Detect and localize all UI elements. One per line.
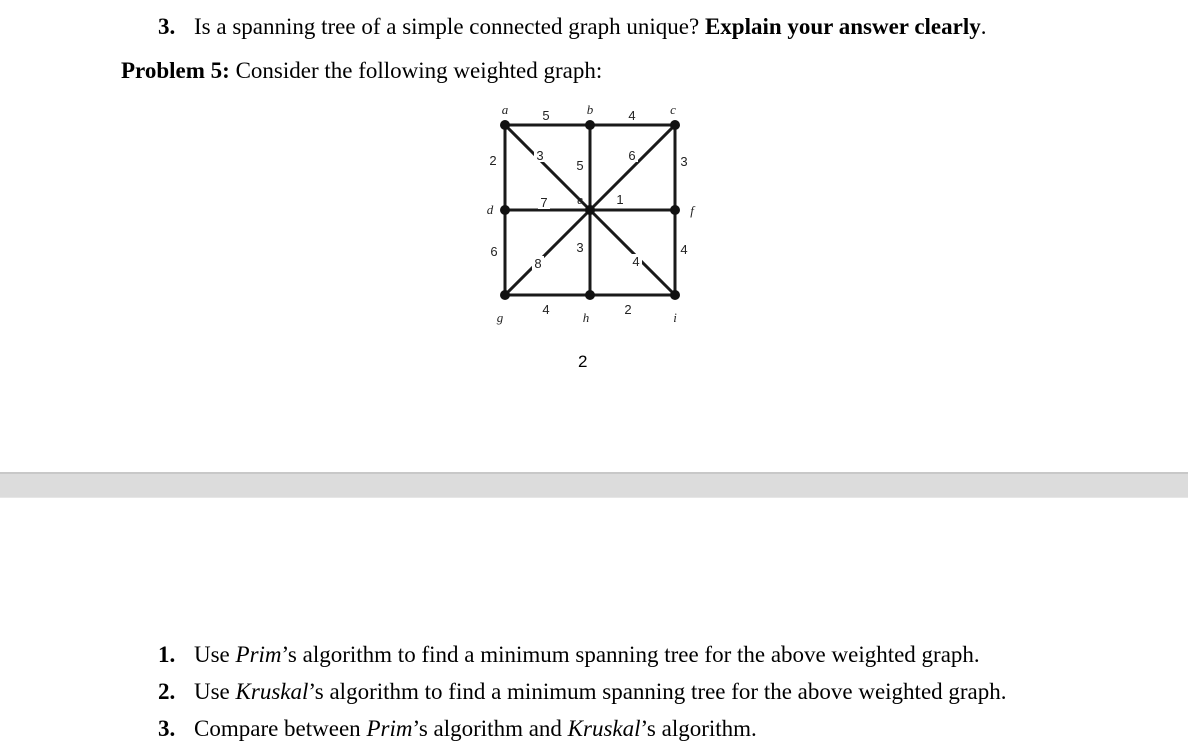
question-text: Use [194,642,236,667]
problem-heading [121,59,602,82]
edge-weight-a-b: 5 [542,108,550,123]
algorithm-name: Kruskal [235,679,309,704]
question-number: 2. [158,679,176,704]
problem-text: Consider the following weighted graph: [235,58,603,83]
edge-weight-e-h: 3 [576,240,584,255]
question-emphasis: Explain your answer clearly [704,14,981,39]
vertex-label-f: f [690,203,694,218]
question-1 [158,643,980,666]
edge-weight-d-e: 7 [540,195,548,210]
vertex-label-a: a [501,102,509,117]
question-number: 1. [158,642,176,667]
problem-label: Problem 5: [121,58,230,83]
question-text: ’s algorithm to find a minimum spanning tree for the above weighted graph. [308,679,1007,704]
algorithm-name: Kruskal [567,716,641,741]
vertex-e [585,205,595,215]
page-number: 2 [578,352,588,371]
vertex-c [670,120,680,130]
question-text: Compare between [194,716,367,741]
question-number: 3. [158,14,176,39]
vertex-label-b: b [586,102,594,117]
question-text: ’s algorithm and [412,716,568,741]
vertex-label-h: h [582,310,590,325]
vertex-f [670,205,680,215]
edge-weight-a-d: 2 [489,153,497,168]
question-3 [158,717,757,740]
edge-weight-g-h: 4 [542,302,550,317]
edge-weight-a-e: 3 [536,148,544,163]
edge-c-e [590,125,675,210]
edge-weight-e-i: 4 [632,254,640,269]
edge-weight-e-g: 8 [534,256,542,271]
question-number: 3. [158,716,176,741]
edge-weight-e-f: 1 [616,192,624,207]
vertex-d [500,205,510,215]
edge-weight-b-c: 4 [628,108,636,123]
vertex-label-g: g [496,310,504,325]
weighted-graph [470,100,720,335]
vertex-label-e: e [577,192,583,207]
edge-weight-d-g: 6 [490,244,498,259]
vertex-a [500,120,510,130]
question-text: Use [194,679,236,704]
edge-weight-b-e: 5 [576,158,584,173]
question-end: . [980,14,987,39]
vertex-g [500,290,510,300]
question-2 [158,680,1007,703]
edge-weight-f-i: 4 [680,242,688,257]
edge-weight-c-e: 6 [628,148,636,163]
algorithm-name: Prim [366,716,413,741]
vertex-label-d: d [486,202,494,217]
vertex-b [585,120,595,130]
question-text: ’s algorithm to find a minimum spanning tree for the above weighted graph. [281,642,980,667]
vertex-i [670,290,680,300]
edge-e-i [590,210,675,295]
edge-weight-c-f: 3 [680,154,688,169]
algorithm-name: Prim [235,642,282,667]
edge-weight-h-i: 2 [624,302,632,317]
question-text: ’s algorithm. [640,716,757,741]
vertex-label-c: c [670,102,676,117]
question-text: Is a spanning tree of a simple connected graph unique? [194,14,700,39]
vertex-h [585,290,595,300]
question-3-top [158,15,987,38]
page-break [0,472,1188,498]
vertex-label-i: i [673,310,677,325]
